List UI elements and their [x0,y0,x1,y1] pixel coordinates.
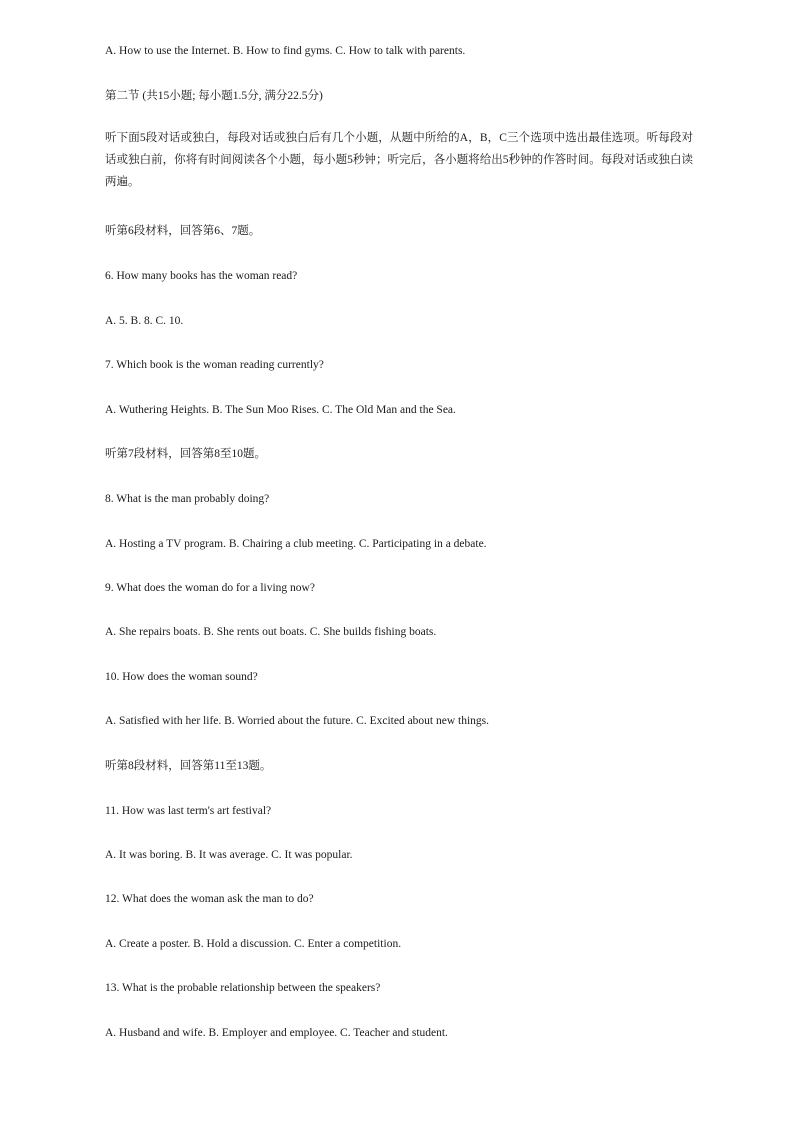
question-11: 11. How was last term's art festival? [105,805,272,817]
question-9: 9. What does the woman do for a living now? [105,582,315,594]
q9-options: A. She repairs boats. B. She rents out boats. C. She builds fishing boats. [105,626,437,638]
q13-options: A. Husband and wife. B. Employer and employee. C. Teacher and student. [105,1027,448,1039]
section-heading: 第二节 (共15小题; 每小题1.5分, 满分22.5分) [105,90,323,102]
q7-options: A. Wuthering Heights. B. The Sun Moo Rises. C. The Old Man and the Sea. [105,404,456,416]
material-8-heading: 听第8段材料，回答第11至13题。 [105,760,272,772]
q12-options: A. Create a poster. B. Hold a discussion. C. Enter a competition. [105,938,402,950]
question-10: 10. How does the woman sound? [105,671,258,683]
q6-options: A. 5. B. 8. C. 10. [105,315,184,327]
q5-options: A. How to use the Internet. B. How to find gyms. C. How to talk with parents. [105,45,466,57]
question-13: 13. What is the probable relationship between the speakers? [105,982,381,994]
section-instructions: 听下面5段对话或独白，每段对话或独白后有几个小题，从题中所给的A，B，C三个选项中选出最佳选项。听每段对话或独白前，你将有时间阅读各个小题，每小题5秒钟；听完后，各小题将给出5秒钟的作答时间。每段对话或独白读两遍。 [105,132,693,188]
material-7-heading: 听第7段材料，回答第8至10题。 [105,448,266,460]
question-8: 8. What is the man probably doing? [105,493,270,505]
question-12: 12. What does the woman ask the man to do? [105,893,314,905]
material-6-heading: 听第6段材料，回答第6、7题。 [105,225,261,237]
question-6: 6. How many books has the woman read? [105,270,298,282]
q11-options: A. It was boring. B. It was average. C. It was popular. [105,849,353,861]
q8-options: A. Hosting a TV program. B. Chairing a club meeting. C. Participating in a debate. [105,538,487,550]
question-7: 7. Which book is the woman reading currently? [105,359,324,371]
q10-options: A. Satisfied with her life. B. Worried about the future. C. Excited about new things. [105,715,490,727]
